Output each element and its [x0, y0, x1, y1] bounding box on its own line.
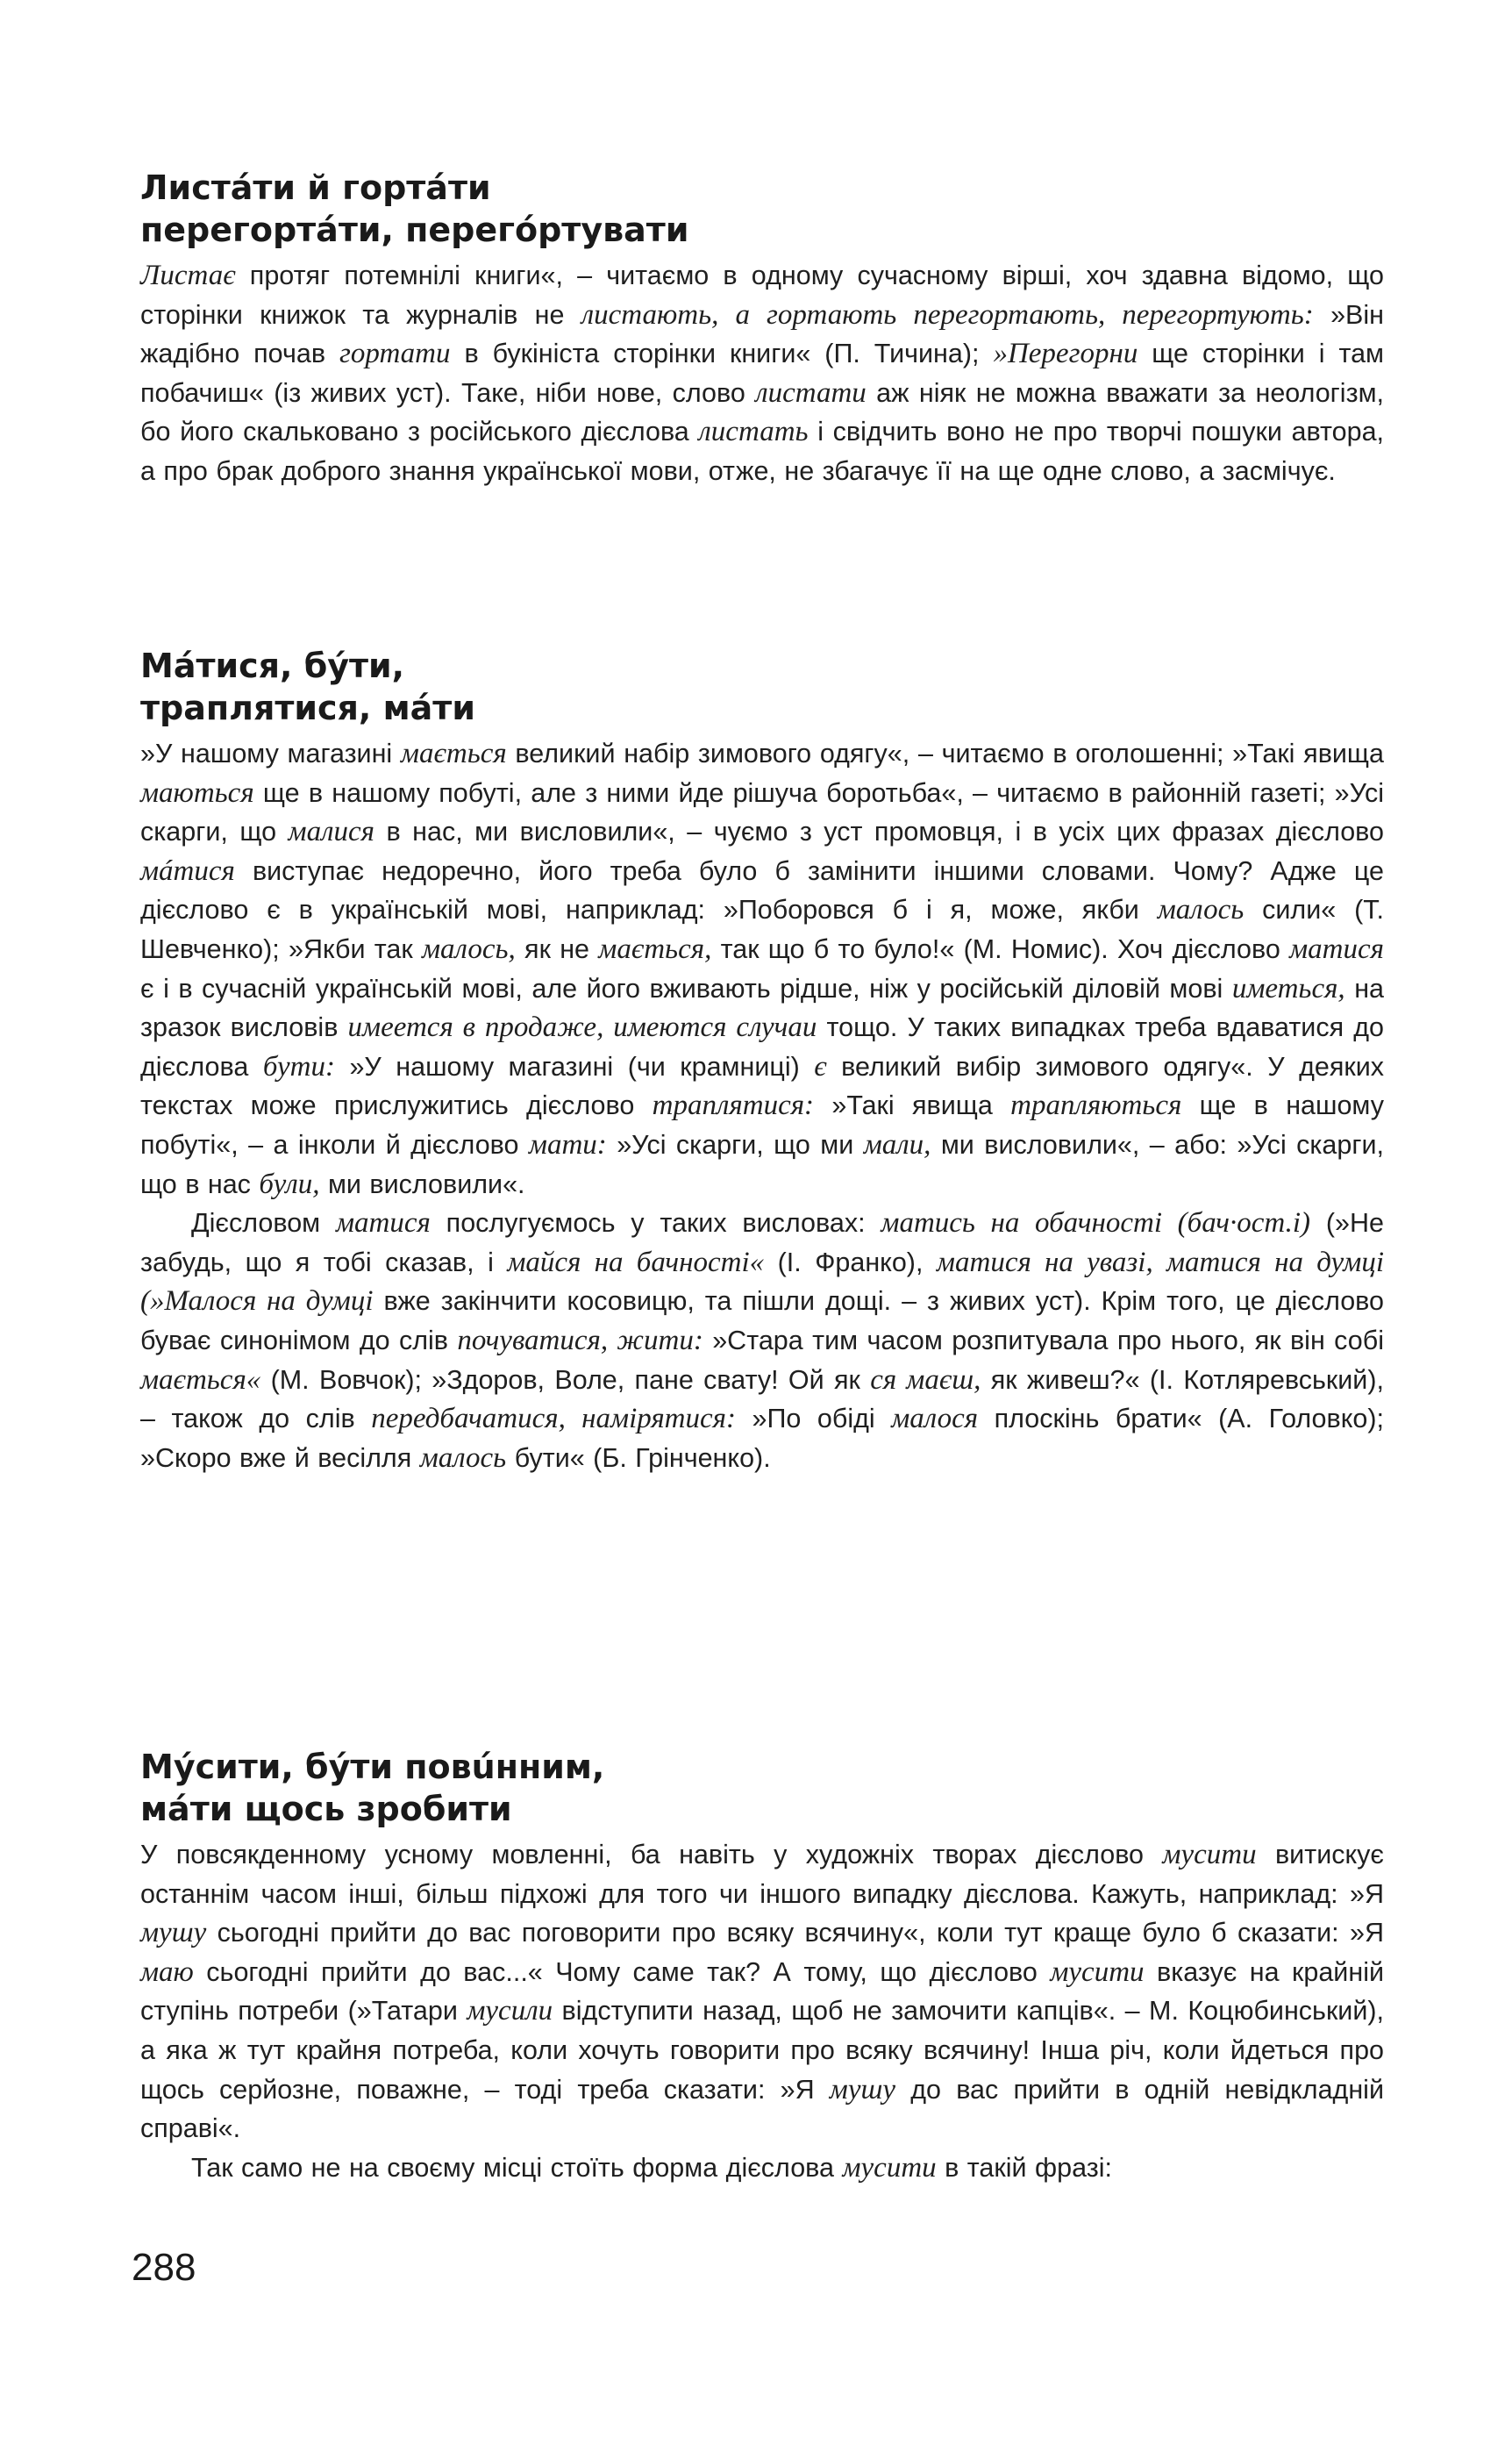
- paragraph: Листає протяг потемнілі книги«, – читаємо в одному сучасному вірші, хоч здавна відомо, що сторінки книжок та журналів не листають, а гортають перегортають, перегортують: »Він жадібно почав гортати в букініста сторінки книги« (П. Тичина); »Перегорни ще сторінки і там побачиш« (із живих уст). Таке, ніби нове, слово листати аж ніяк не можна вважати за неологізм, бо його скальковано з російського дієслова листать і свідчить воно не про творчі пошуки автора, а про брак доброго знання української мови, отже, не збагачує її на ще одне слово, а засмічує.: [140, 260, 1385, 486]
- section-heading: [140, 645, 1384, 729]
- section-body: [140, 734, 1384, 1477]
- heading-line: Мáтися, бýти,: [140, 647, 405, 685]
- heading-line: траплятися, мáти: [140, 689, 475, 727]
- section-musyty: [140, 1746, 1384, 2187]
- paragraph: Дієсловом матися послугуємось у таких висловах: матись на обачності (бач·ост.і) (»Не забудь, що я тобі сказав, і майся на бачності« (І. Франко), матися на увазі, матися на думці (»Малося на думці вже закінчити косовицю, та пішли дощі. – з живих уст). Крім того, це дієслово буває синонімом до слів почуватися, жити: »Стара тим часом розпитувала про нього, як він собі мається« (М. Вовчок); »Здоров, Воле, пане свату! Ой як ся маєш, як живеш?« (І. Котляревський), – також до слів передбачатися, намірятися: »По обіді малося плоскінь брати« (А. Головко); »Скоро вже й весілля малось бути« (Б. Грінченко).: [140, 1207, 1385, 1474]
- heading-line: мáти щось зробити: [140, 1790, 512, 1828]
- section-heading: [140, 167, 1384, 251]
- heading-line: Листáти й гортáти: [140, 168, 491, 207]
- section-lystaty: [140, 167, 1384, 491]
- heading-line: перегортáти, перегóртувати: [140, 211, 689, 249]
- paragraph: У повсякденному усному мовленні, ба навіть у художніх творах дієслово мусити витискує останнім часом інші, більш підхожі для того чи іншого випадку дієслова. Кажуть, наприклад: »Я мушу сьогодні прийти до вас поговорити про всяку всячину«, коли тут краще було б сказати: »Я маю сьогодні прийти до вас...« Чому саме так? А тому, що дієслово мусити вказує на крайній ступінь потреби (»Татари мусили відступити назад, щоб не замочити капців«. – М. Коцюбинський), а яка ж тут крайня потреба, коли хочуть говорити про всяку всячину! Інша річ, коли йдеться про щось серйозне, поважне, – тоді треба сказати: »Я мушу до вас прийти в одній невідкладній справі«.: [140, 1839, 1385, 2144]
- heading-line: Мýсити, бýти повúнним,: [140, 1748, 605, 1786]
- section-body: [140, 256, 1384, 491]
- section-matysia: [140, 645, 1384, 1477]
- page-number: 288: [132, 2246, 196, 2289]
- paragraph: Так само не на своєму місці стоїть форма дієслова мусити в такій фразі:: [191, 2151, 1112, 2184]
- paragraph: »У нашому магазині мається великий набір зимового одягу«, – читаємо в оголошенні; »Такі явища маються ще в нашому побуті, але з ними йде рішуча боротьба«, – читаємо в районній газеті; »Усі скарги, що малися в нас, ми висловили«, – чуємо з уст промовця, і в усіх цих фразах дієслово мáтися виступає недоречно, його треба було б замінити іншими словами. Чому? Адже це дієслово є в українській мові, наприклад: »Поборовся б і я, може, якби малось сили« (Т. Шевченко); »Якби так малось, як не мається, так що б то було!« (М. Номис). Хоч дієслово матися є і в сучасній українській мові, але його вживають рідше, ніж у російській діловій мові иметься, на зразок висловів имеется в продаже, имеются случаи тощо. У таких випадках треба вдаватися до дієслова бути: »У нашому магазині (чи крамниці) є великий вибір зимового одягу«. У деяких текстах може прислужитись дієслово траплятися: »Такі явища трапляються ще в нашому побуті«, – а інколи й дієслово мати: »Усі скарги, що ми мали, ми висловили«, – або: »Усі скарги, що в нас були, ми висловили«.: [140, 738, 1385, 1200]
- section-heading: [140, 1746, 1384, 1830]
- section-body: [140, 1835, 1384, 2187]
